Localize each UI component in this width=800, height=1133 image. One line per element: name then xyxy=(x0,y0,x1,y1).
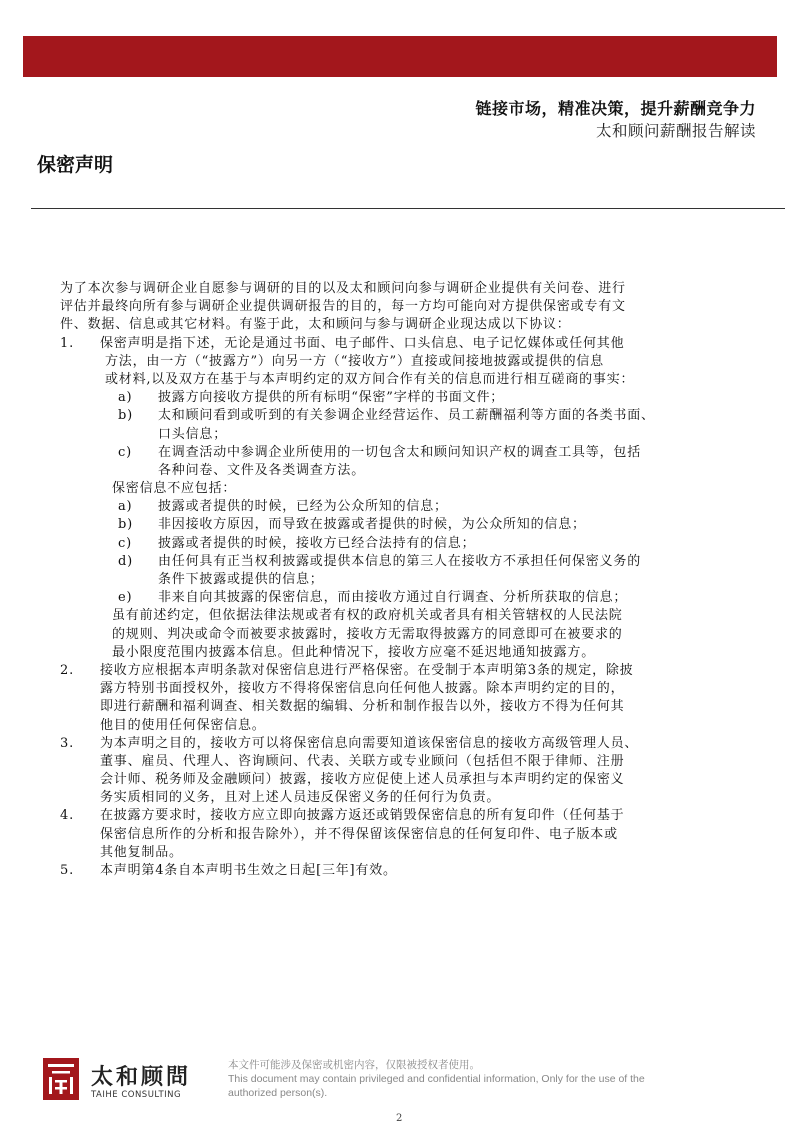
text-line xyxy=(60,844,740,862)
line-text: 保密声明是指下述，无论是通过书面、电子邮件、口头信息、电子记忆媒体或任何其他 xyxy=(100,335,625,351)
clause-number: 5. xyxy=(60,863,75,878)
sub-clause xyxy=(60,407,740,425)
line-text: 为了本次参与调研企业自愿参与调研的目的以及太和顾问向参与调研企业提供有关问卷、进行 xyxy=(60,281,626,296)
line-text: 为本声明之目的，接收方可以将保密信息向需要知道该保密信息的接收方高级管理人员、 xyxy=(100,735,639,751)
disclaimer-english-line-1: This document may contain privileged and confidential information, Only for the use of the xyxy=(228,1073,645,1085)
sub-clause-label: a) xyxy=(118,390,133,406)
line-text: 由任何具有正当权利披露或提供本信息的第三人在接收方不承担任何保密义务的 xyxy=(158,553,642,569)
line-text: 虽有前述约定，但依据法律法规或者有权的政府机关或者具有相关管辖权的人民法院 xyxy=(112,608,623,624)
numbered-clause xyxy=(60,735,740,753)
text-line xyxy=(60,789,740,807)
sub-clause-label: b) xyxy=(118,408,133,424)
line-text: 披露或者提供的时候，已经为公众所知的信息； xyxy=(158,499,448,515)
line-text: 会计师、税务师及金融顾问）披露，接收方应促使上述人员承担与本声明约定的保密义 xyxy=(100,772,625,788)
sub-clause-label: b) xyxy=(118,517,133,533)
title-divider xyxy=(31,208,785,209)
numbered-clause xyxy=(60,807,740,825)
disclaimer-chinese: 本文件可能涉及保密或机密内容，仅限被授权者使用。 xyxy=(228,1059,480,1071)
line-text: 方法，由一方（“披露方”）向另一方（“接收方”）直接或间接地披露或提供的信息 xyxy=(105,353,604,369)
text-line xyxy=(60,371,740,389)
line-text: 在披露方要求时，接收方应立即向披露方返还或销毁保密信息的所有复印件（任何基于 xyxy=(100,808,625,824)
sub-clause xyxy=(60,444,740,462)
text-line xyxy=(60,717,740,735)
clause-number: 2. xyxy=(60,662,75,678)
line-text: 他目的使用任何保密信息。 xyxy=(100,717,266,733)
clause-number: 1. xyxy=(60,335,75,351)
line-text: 非因接收方原因，而导致在披露或者提供的时候，为公众所知的信息； xyxy=(158,517,586,533)
text-line xyxy=(60,480,740,498)
footer-disclaimer xyxy=(228,1058,748,1100)
sub-clause-label: e) xyxy=(118,590,133,606)
line-text: 董事、雇员、代理人、咨询顾问、代表、关联方或专业顾问（包括但不限于律师、注册 xyxy=(100,753,625,769)
text-line xyxy=(60,298,740,316)
line-text: 各种问卷、文件及各类调查方法。 xyxy=(158,462,366,478)
page-title: 保密声明 xyxy=(37,154,114,176)
text-line xyxy=(60,826,740,844)
page-number: 2 xyxy=(396,1113,403,1124)
line-text: 务实质相同的义务，且对上述人员违反保密义务的任何行为负责。 xyxy=(100,790,501,806)
sub-clause-label: c) xyxy=(118,444,132,460)
text-line xyxy=(60,698,740,716)
header-banner xyxy=(23,36,777,77)
disclaimer-english-line-2: authorized person(s). xyxy=(228,1087,328,1099)
line-text: 保密信息所作的分析和报告除外），并不得保留该保密信息的任何复印件、电子版本或 xyxy=(100,826,618,842)
text-line xyxy=(60,626,740,644)
sub-clause xyxy=(60,589,740,607)
numbered-clause xyxy=(60,662,740,680)
text-line xyxy=(60,771,740,789)
text-line xyxy=(60,753,740,771)
logo-chinese-name: 太和顾問 xyxy=(91,1064,192,1090)
company-logo xyxy=(43,1058,193,1108)
line-text: 在调查活动中参调企业所使用的一切包含太和顾问知识产权的调查工具等，包括 xyxy=(158,444,642,460)
line-text: 件、数据、信息或其它材料。有鉴于此，太和顾问与参与调研企业现达成以下协议： xyxy=(60,317,571,333)
text-line xyxy=(60,353,740,371)
numbered-clause xyxy=(60,862,740,880)
text-line xyxy=(60,426,740,444)
line-text: 披露或者提供的时候，接收方已经合法持有的信息； xyxy=(158,535,476,551)
sub-clause-label: d) xyxy=(118,553,133,569)
text-line xyxy=(60,571,740,589)
text-line xyxy=(60,644,740,662)
sub-clause-label: a) xyxy=(118,499,133,515)
line-text: 评估并最终向所有参与调研企业提供调研报告的目的，每一方均可能向对方提供保密或专有文 xyxy=(60,299,626,315)
clause-number: 4. xyxy=(60,808,75,824)
header-slogan: 链接市场，精准决策，提升薪酬竞争力 xyxy=(475,99,756,118)
header-subtitle: 太和顾问薪酬报告解读 xyxy=(595,122,756,140)
line-text: 接收方应根据本声明条款对保密信息进行严格保密。在受制于本声明第3条的规定，除披 xyxy=(100,662,634,678)
logo-seal-icon xyxy=(43,1058,79,1100)
line-text: 其他复制品。 xyxy=(100,844,183,860)
line-text: 非来自向其披露的保密信息，而由接收方通过自行调查、分析所获取的信息； xyxy=(158,590,628,606)
text-line xyxy=(60,462,740,480)
line-text: 太和顾问看到或听到的有关参调企业经营运作、员工薪酬福利等方面的各类书面、 xyxy=(158,408,655,424)
line-text: 披露方向接收方提供的所有标明“保密”字样的书面文件； xyxy=(158,390,505,406)
sub-clause xyxy=(60,498,740,516)
logo-english-name: TAIHE CONSULTING xyxy=(91,1090,182,1100)
sub-clause xyxy=(60,553,740,571)
line-text: 口头信息； xyxy=(158,426,228,442)
text-line xyxy=(60,280,740,298)
line-text: 最小限度范围内披露本信息。但此种情况下，接收方应毫不延迟地通知披露方。 xyxy=(112,644,596,660)
line-text: 的规则、判决或命令而被要求披露时，接收方无需取得披露方的同意即可在被要求的 xyxy=(112,626,623,642)
line-text: 条件下披露或提供的信息； xyxy=(158,572,324,587)
clause-number: 3. xyxy=(60,735,75,751)
line-text: 即进行薪酬和福利调查、相关数据的编辑、分析和制作报告以外，接收方不得为任何其 xyxy=(100,699,625,715)
sub-clause xyxy=(60,389,740,407)
text-line xyxy=(60,607,740,625)
line-text: 保密信息不应包括： xyxy=(112,481,237,497)
line-text: 露方特别书面授权外，接收方不得将保密信息向任何他人披露。除本声明约定的目的， xyxy=(100,681,625,697)
text-line xyxy=(60,680,740,698)
line-text: 或材料,以及双方在基于与本声明约定的双方间合作有关的信息而进行相互磋商的事实： xyxy=(105,371,635,387)
numbered-clause xyxy=(60,335,740,353)
text-line xyxy=(60,316,740,334)
line-text: 本声明第4条自本声明书生效之日起[三年]有效。 xyxy=(100,863,397,878)
sub-clause xyxy=(60,516,740,534)
sub-clause-label: c) xyxy=(118,535,132,551)
confidentiality-statement-body xyxy=(60,280,740,880)
sub-clause xyxy=(60,535,740,553)
